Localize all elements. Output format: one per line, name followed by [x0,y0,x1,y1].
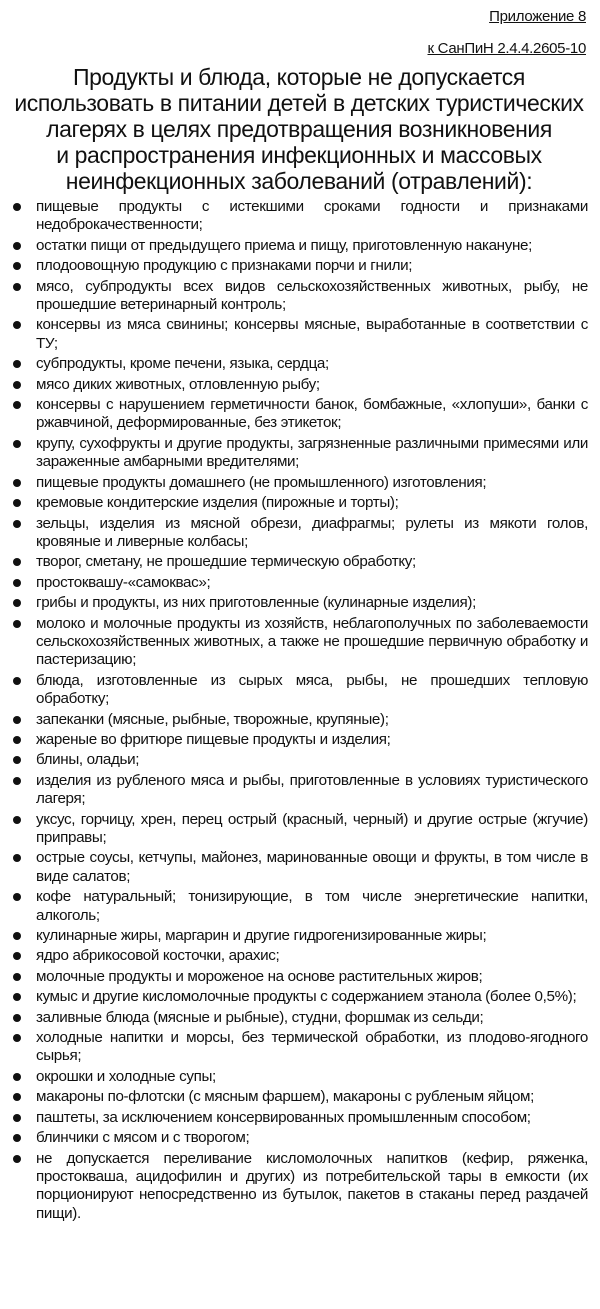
list-item-text: консервы с нарушением герметичности банок, бомбажные, «хлопуши», банки с ржавчиной, деформированные, без этикеток; [36,396,588,432]
list-item-text: крупу, сухофрукты и другие продукты, загрязненные различными примесями или зараженные амбарными вредителями; [36,434,588,471]
list-item [10,968,588,986]
list-item-text: кремовые кондитерские изделия (пирожные и торты); [36,494,399,512]
list-item-text: кумыс и другие кисломолочные продукты с содержанием этанола (более 0,5%); [36,988,577,1006]
bullet-icon [13,520,21,528]
bullet-icon [13,893,21,901]
bullet-icon [13,620,21,628]
list-item-text: кулинарные жиры, маргарин и другие гидрогенизированные жиры; [36,927,487,945]
bullet-icon [13,242,21,250]
list-item [10,553,588,571]
list-item [10,474,588,492]
list-item [10,257,588,275]
list-item-text: запеканки (мясные, рыбные, творожные, крупяные); [36,710,389,728]
list-item-text: субпродукты, кроме печени, языка, сердца; [36,355,329,373]
bullet-icon [13,1155,21,1163]
list-item [10,355,588,373]
bullet-icon [13,479,21,487]
list-item [10,515,588,552]
list-item [10,672,588,709]
list-item-text: не допускается переливание кисломолочных напитков (кефир, ряженка, простокваша, ацидофилин и других) из потребительской тары в емкости (их порционируют непосредственно из бутылок, пакетов в стаканы перед раздачей пищи). [36,1149,588,1222]
bullet-icon [13,321,21,329]
bullet-icon [13,1114,21,1122]
list-item [10,594,588,612]
bullet-icon [13,952,21,960]
list-item [10,849,588,886]
bullet-icon [13,262,21,270]
bullet-icon [13,1014,21,1022]
list-item [10,927,588,945]
list-item-text: мясо, субпродукты всех видов сельскохозяйственных животных, рыбу, не прошедшие ветеринарный контроль; [36,277,588,314]
list-item [10,237,588,255]
appendix-reference-text: к СанПиН 2.4.4.2605-10 [427,40,586,57]
list-item-text: блины, оладьи; [36,751,140,769]
list-item [10,494,588,512]
list-item [10,711,588,729]
title-line: использовать в питании детей в детских туристических [14,90,584,116]
bullet-icon [13,1073,21,1081]
list-item [10,988,588,1006]
appendix-reference [10,40,588,58]
list-item [10,1029,588,1066]
list-item-text: уксус, горчицу, хрен, перец острый (красный, черный) и другие острые (жгучие) приправы; [36,810,588,846]
bullet-icon [13,440,21,448]
list-item [10,1109,588,1127]
list-item-text: макароны по-флотски (с мясным фаршем), макароны с рубленым яйцом; [36,1088,535,1106]
list-item-text: паштеты, за исключением консервированных промышленным способом; [36,1108,531,1126]
bullet-icon [13,973,21,981]
title-line: и распространения инфекционных и массовых [56,142,542,168]
list-item-text: острые соусы, кетчупы, майонез, маринованные овощи и фрукты, в том числе в виде салатов; [36,849,588,885]
list-item-text: изделия из рубленого мяса и рыбы, приготовленные в условиях туристического лагеря; [36,771,588,808]
list-item-text: простоквашу-«самоквас»; [36,573,211,591]
bullet-icon [13,1034,21,1042]
list-item-text: грибы и продукты, из них приготовленные (кулинарные изделия); [36,594,476,612]
bullet-icon [13,736,21,744]
bullet-icon [13,283,21,291]
list-item-text: пищевые продукты домашнего (не промышленного) изготовления; [36,473,487,491]
list-item [10,435,588,472]
bullet-icon [13,499,21,507]
bullet-icon [13,381,21,389]
list-item [10,1009,588,1027]
list-item-text: блюда, изготовленные из сырых мяса, рыбы, не прошедших тепловую обработку; [36,671,588,708]
appendix-number-text: Приложение 8 [489,8,586,25]
list-item-text: творог, сметану, не прошедшие термическую обработку; [36,553,416,571]
list-item-text: плодоовощную продукцию с признаками порчи и гнили; [36,257,413,275]
title-line: лагерях в целях предотвращения возникновения [46,116,552,142]
list-item [10,772,588,809]
list-item [10,278,588,315]
list-item [10,376,588,394]
bullet-icon [13,816,21,824]
bullet-icon [13,716,21,724]
list-item [10,888,588,925]
prohibited-items-list [10,198,588,1223]
bullet-icon [13,932,21,940]
list-item-text: пищевые продукты с истекшими сроками годности и признаками недоброкачественности; [36,198,588,234]
title-line: неинфекционных заболеваний (отравлений): [65,168,533,194]
list-item [10,198,588,235]
bullet-icon [13,599,21,607]
list-item [10,1150,588,1224]
list-item-text: окрошки и холодные супы; [36,1067,216,1085]
list-item-text: зельцы, изделия из мясной обрези, диафрагмы; рулеты из мякоти голов, кровяные и ливерные колбасы; [36,514,588,550]
list-item-text: блинчики с мясом и с творогом; [36,1129,250,1147]
list-item-text: кофе натуральный; тонизирующие, в том числе энергетические напитки, алкоголь; [36,888,588,924]
list-item-text: жареные во фритюре пищевые продукты и изделия; [36,730,391,748]
bullet-icon [13,993,21,1001]
list-item-text: молоко и молочные продукты из хозяйств, неблагополучных по заболеваемости сельскохозяйственных животных, а также не прошедшие первичную обработку и пастеризацию; [36,614,588,669]
bullet-icon [13,558,21,566]
list-item [10,396,588,433]
list-item [10,751,588,769]
bullet-icon [13,854,21,862]
bullet-icon [13,401,21,409]
list-item [10,731,588,749]
list-item [10,1129,588,1147]
list-item [10,615,588,670]
appendix-number [10,8,588,26]
document-title [10,64,588,194]
bullet-icon [13,203,21,211]
list-item [10,316,588,353]
title-line: Продукты и блюда, которые не допускается [73,64,525,90]
list-item [10,1068,588,1086]
list-item-text: остатки пищи от предыдущего приема и пищу, приготовленную накануне; [36,236,532,254]
bullet-icon [13,1134,21,1142]
list-item-text: мясо диких животных, отловленную рыбу; [36,375,320,393]
bullet-icon [13,677,21,685]
list-item-text: ядро абрикосовой косточки, арахис; [36,947,280,965]
bullet-icon [13,579,21,587]
list-item [10,574,588,592]
bullet-icon [13,756,21,764]
list-item-text: консервы из мяса свинины; консервы мясные, выработанные в соответствии с ТУ; [36,316,588,352]
list-item-text: заливные блюда (мясные и рыбные), студни, форшмак из сельди; [36,1008,484,1026]
list-item [10,1088,588,1106]
list-item [10,811,588,848]
list-item-text: холодные напитки и морсы, без термической обработки, из плодово-ягодного сырья; [36,1029,588,1065]
list-item-text: молочные продукты и мороженое на основе растительных жиров; [36,967,483,985]
bullet-icon [13,360,21,368]
list-item [10,947,588,965]
bullet-icon [13,777,21,785]
bullet-icon [13,1093,21,1101]
